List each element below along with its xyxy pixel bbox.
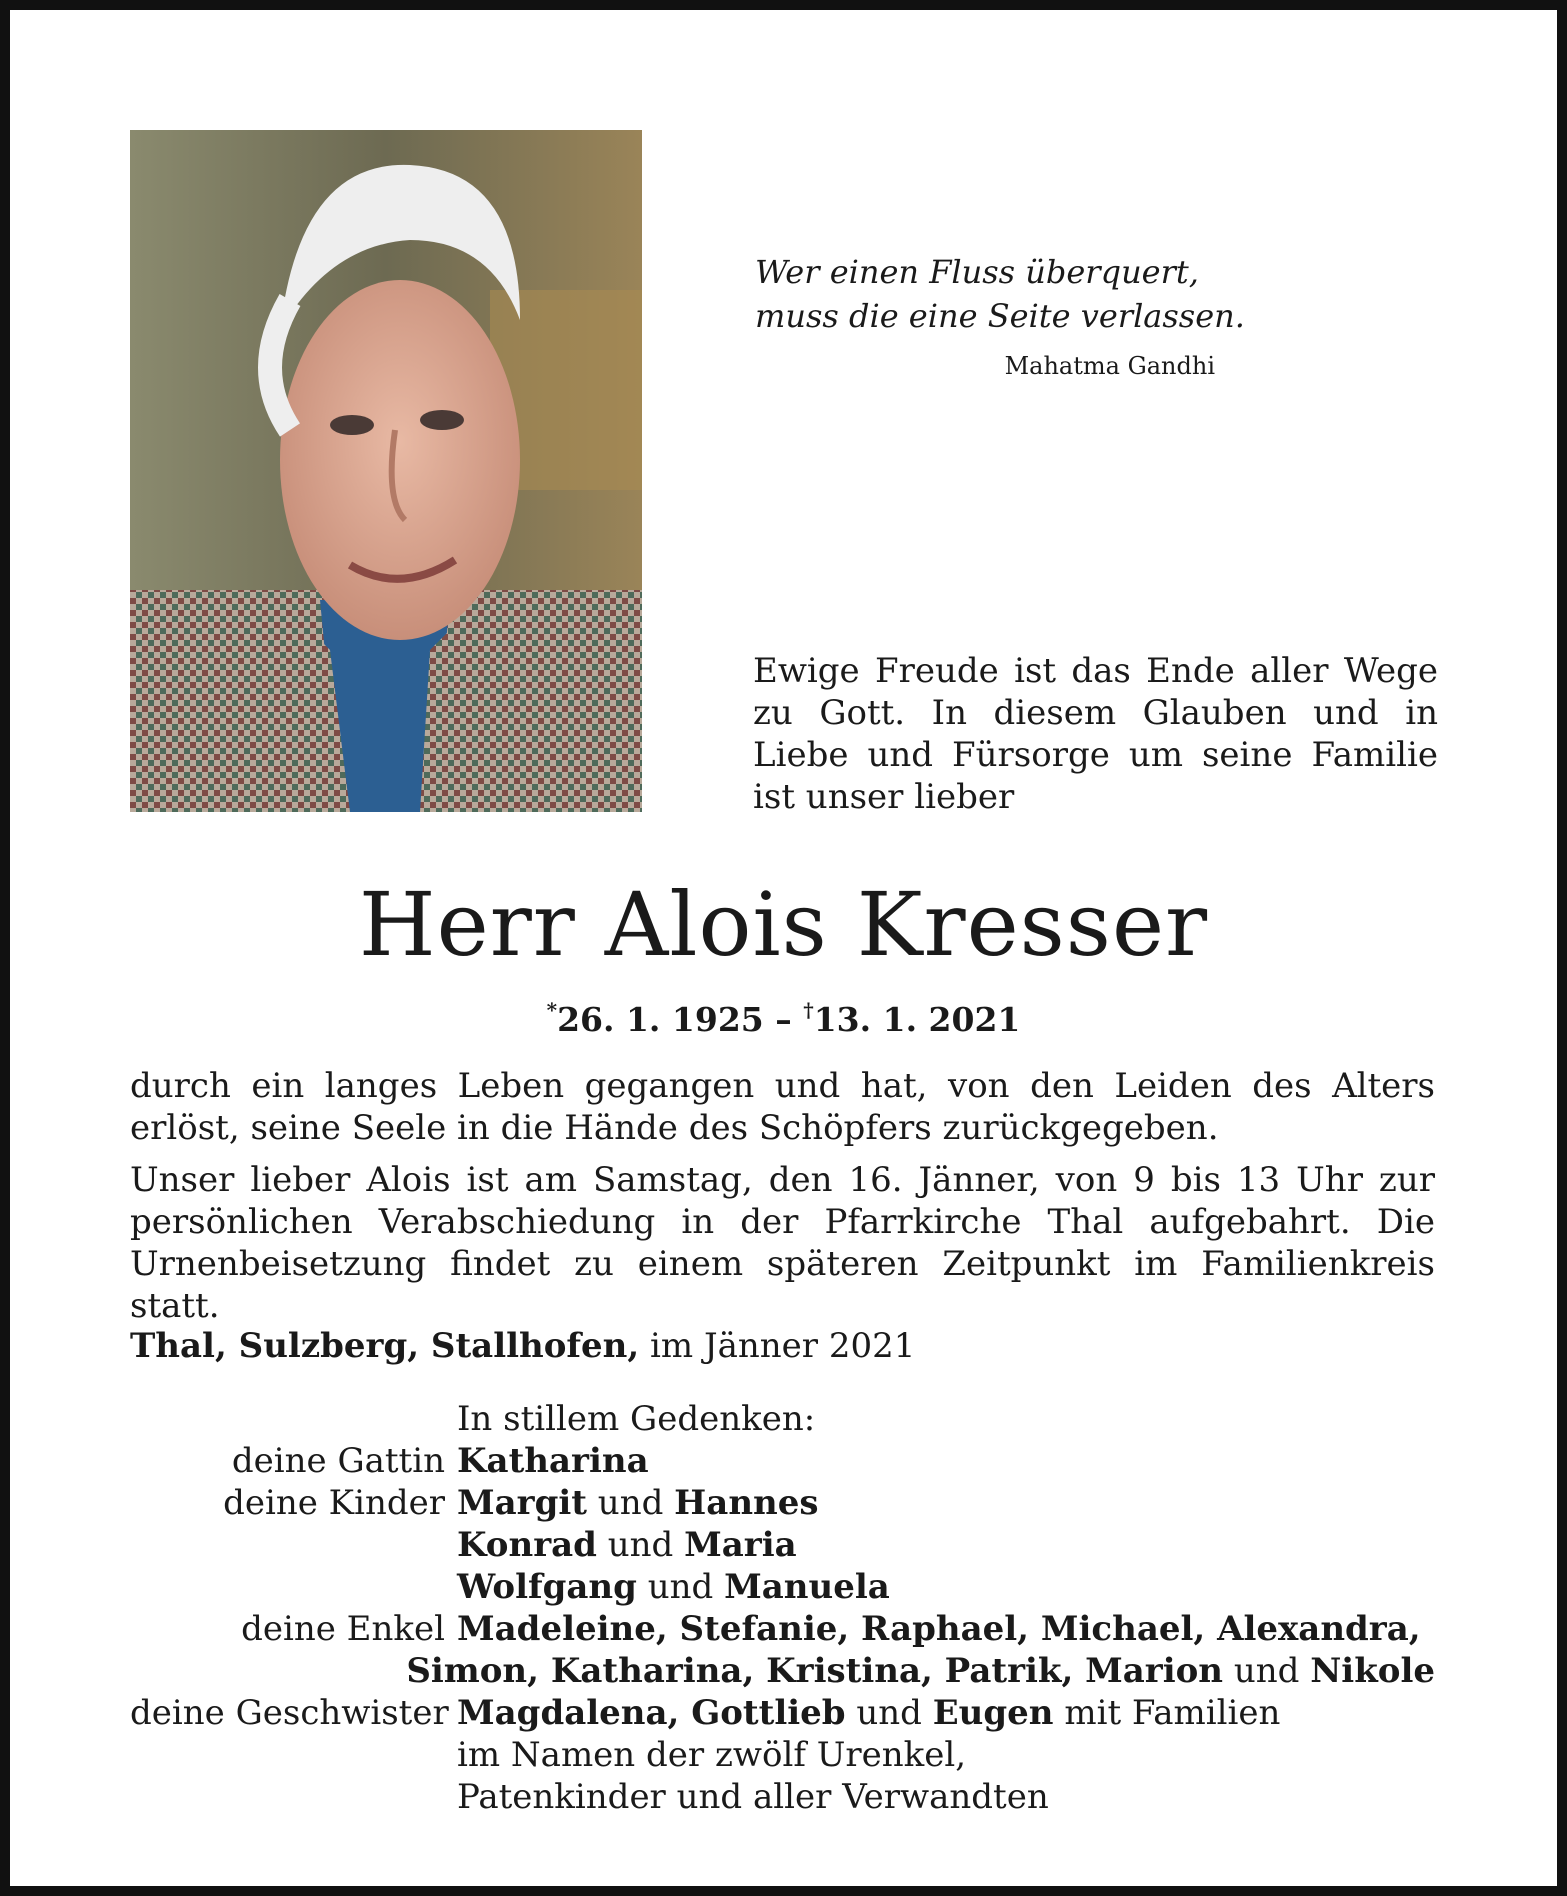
portrait-photo bbox=[130, 130, 642, 812]
motto-line-1: Wer einen Fluss überquert, bbox=[755, 253, 1199, 291]
place-towns: Thal, Sulzberg, Stallhofen, bbox=[130, 1326, 640, 1366]
birth-symbol: * bbox=[546, 998, 558, 1022]
motto-quote bbox=[755, 250, 1245, 388]
und-text: und bbox=[1223, 1651, 1311, 1691]
closing-line-2: Patenkinder und aller Verwandten bbox=[457, 1777, 1049, 1817]
death-symbol: † bbox=[803, 998, 814, 1022]
list-item bbox=[130, 1524, 1435, 1566]
portrait-photo-icon bbox=[130, 130, 642, 812]
und-text: und bbox=[596, 1525, 685, 1565]
list-item bbox=[130, 1482, 1435, 1524]
mourner-name: Nikole bbox=[1310, 1651, 1435, 1691]
place-date bbox=[130, 1325, 1435, 1367]
suffix-text: mit Familien bbox=[1053, 1693, 1281, 1733]
und-text: und bbox=[636, 1567, 725, 1607]
birth-date: 26. 1. 1925 bbox=[557, 1000, 764, 1039]
mourner-name: Manuela bbox=[724, 1567, 890, 1607]
mourner-name: Hannes bbox=[674, 1483, 819, 1523]
list-item bbox=[130, 1440, 1435, 1482]
und-text: und bbox=[845, 1693, 933, 1733]
date-separator: – bbox=[763, 1000, 804, 1039]
list-item bbox=[130, 1566, 1435, 1608]
body-paragraph-2: Unser lieber Alois ist am Samstag, den 16. Jänner, von 9 bis 13 Uhr zur persönlichen Verabschiedung in der Pfarrkirche Thal aufgebahrt. Die Urnenbeisetzung findet zu einem späteren Zeitpunkt im Familienkreis statt. bbox=[130, 1160, 1435, 1326]
mourner-name: Katharina bbox=[457, 1441, 649, 1481]
relation-label: deine Kinder bbox=[223, 1483, 445, 1523]
mourner-names: Simon, Katharina, Kristina, Patrik, Marion bbox=[406, 1651, 1224, 1691]
intro-text: Ewige Freude ist das Ende aller Wege zu Gott. In diesem Glauben und in Liebe und Fürsorge um seine Familie ist unser lieber bbox=[753, 651, 1438, 817]
list-item bbox=[130, 1608, 1435, 1650]
mourners-heading: In stillem Gedenken: bbox=[457, 1399, 816, 1439]
list-item bbox=[130, 1692, 1435, 1734]
mourner-names: Madeleine, Stefanie, Raphael, Michael, Alexandra, bbox=[457, 1609, 1421, 1649]
mourner-name: Eugen bbox=[932, 1693, 1054, 1733]
relation-label: deine Geschwister bbox=[130, 1693, 449, 1733]
body-paragraph-1: durch ein langes Leben gegangen und hat, von den Leiden des Alters erlöst, seine Seele in die Hände des Schöpfers zurückgegeben. bbox=[130, 1066, 1435, 1148]
closing-line-1: im Namen der zwölf Urenkel, bbox=[457, 1735, 967, 1775]
death-date: 13. 1. 2021 bbox=[813, 1000, 1021, 1039]
und-text: und bbox=[586, 1483, 675, 1523]
mourner-name: Wolfgang bbox=[457, 1567, 637, 1607]
life-dates bbox=[0, 990, 1567, 1040]
list-item bbox=[130, 1650, 1435, 1692]
place-month: im Jänner 2021 bbox=[639, 1326, 916, 1366]
deceased-name: Herr Alois Kresser bbox=[358, 873, 1209, 976]
mourners-list bbox=[130, 1398, 1435, 1818]
mourner-name: Maria bbox=[684, 1525, 797, 1565]
mourner-name: Konrad bbox=[457, 1525, 597, 1565]
relation-label: deine Enkel bbox=[241, 1609, 445, 1649]
relation-label: deine Gattin bbox=[231, 1441, 445, 1481]
motto-line-2: muss die eine Seite verlassen. bbox=[755, 297, 1245, 335]
motto-author: Mahatma Gandhi bbox=[1004, 352, 1215, 380]
announcement-body bbox=[130, 1065, 1435, 1337]
mourner-names: Magdalena, Gottlieb bbox=[457, 1693, 846, 1733]
mourner-name: Margit bbox=[457, 1483, 587, 1523]
